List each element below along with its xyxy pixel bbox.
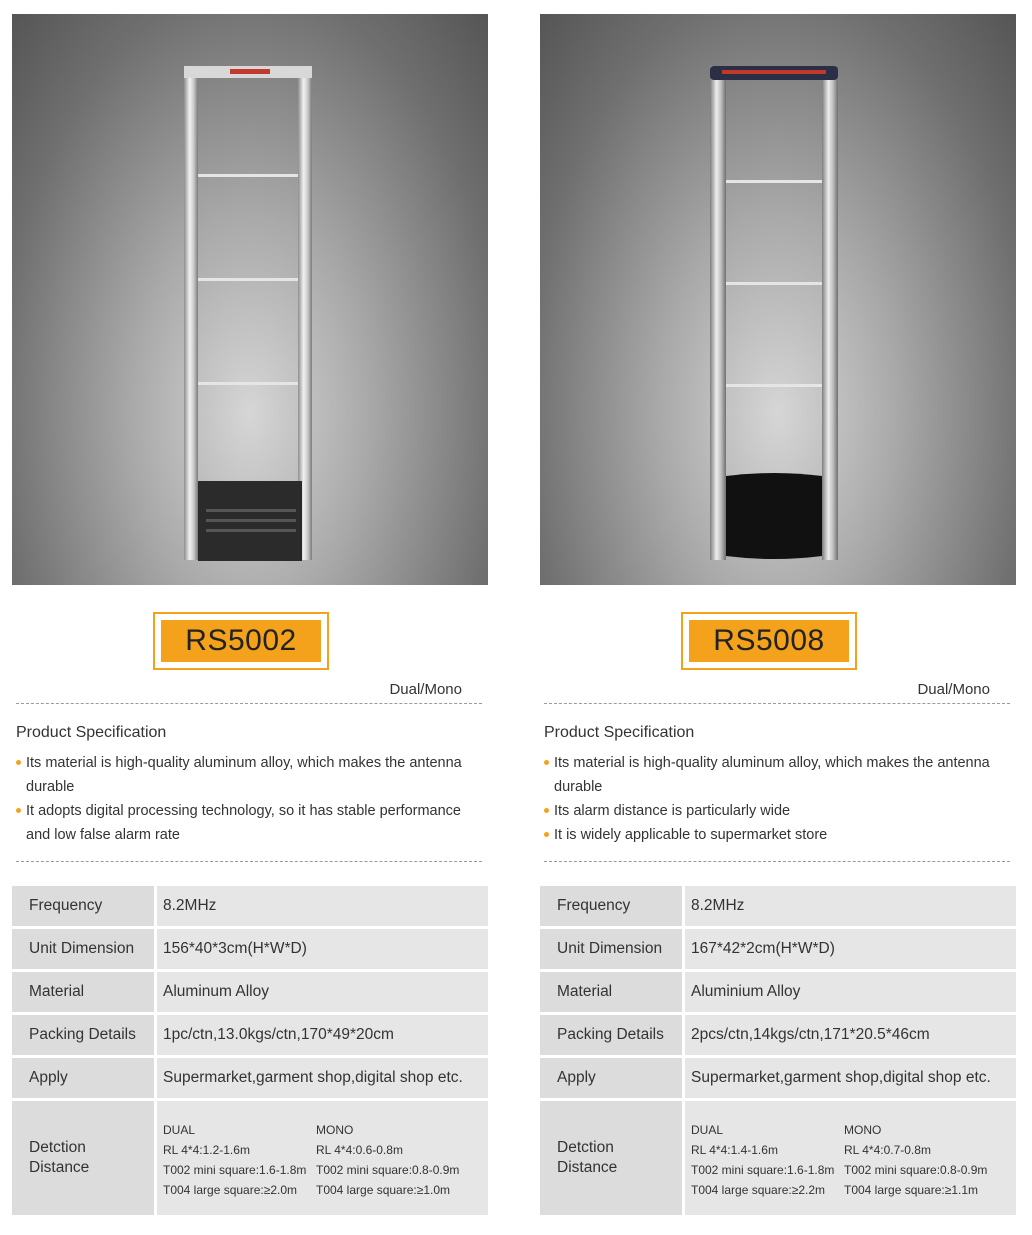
spec-value: 1pc/ctn,13.0kgs/ctn,170*49*20cm: [157, 1015, 488, 1055]
spec-label: Packing Details: [12, 1015, 154, 1055]
table-row: [12, 1058, 488, 1098]
spec-label: Material: [540, 972, 682, 1012]
spec-label: Packing Details: [540, 1015, 682, 1055]
bullet-icon: [544, 808, 549, 813]
antenna-image: [12, 14, 488, 585]
spec-label: Detction Distance: [12, 1101, 154, 1215]
spec-title: Product Specification: [544, 724, 695, 741]
feature-item: It is widely applicable to supermarket store: [544, 823, 1014, 847]
spec-table: [540, 886, 1016, 1218]
table-row: [540, 886, 1016, 926]
spec-table: [12, 886, 488, 1218]
spec-title: Product Specification: [16, 724, 167, 741]
spec-label: Frequency: [540, 886, 682, 926]
table-row: [540, 972, 1016, 1012]
spec-label: Unit Dimension: [540, 929, 682, 969]
bullet-icon: [544, 832, 549, 837]
product-photo-rs5002: [12, 14, 488, 585]
feature-list: [16, 751, 486, 847]
table-row: [12, 972, 488, 1012]
mode-label: Dual/Mono: [389, 681, 462, 698]
table-row: [12, 929, 488, 969]
spec-value: 156*40*3cm(H*W*D): [157, 929, 488, 969]
antenna-image: [540, 14, 1016, 585]
spec-label: Detction Distance: [540, 1101, 682, 1215]
bullet-icon: [16, 808, 21, 813]
spec-value: Aluminium Alloy: [685, 972, 1016, 1012]
table-row: [540, 1058, 1016, 1098]
feature-item: It adopts digital processing technology, so it has stable performance and low false alarm rate: [16, 799, 486, 847]
table-row: [540, 929, 1016, 969]
spec-value: 8.2MHz: [685, 886, 1016, 926]
product-photo-rs5008: [540, 14, 1016, 585]
model-badge: [153, 612, 329, 670]
detection-values: DUAL MONO RL 4*4:1.4-1.6m RL 4*4:0.7-0.8m T002 mini square:1.6-1.8m T002 mini square:0.8-0.9m T004 large square:≥2.2m T004 large square:≥1.1m: [685, 1101, 1016, 1215]
table-row: [12, 886, 488, 926]
bullet-icon: [16, 760, 21, 765]
spec-value: 8.2MHz: [157, 886, 488, 926]
spec-label: Material: [12, 972, 154, 1012]
model-badge: [681, 612, 857, 670]
divider: [16, 703, 482, 704]
table-row: [12, 1015, 488, 1055]
divider: [544, 861, 1010, 862]
divider: [16, 861, 482, 862]
spec-value: Aluminum Alloy: [157, 972, 488, 1012]
feature-list: [544, 751, 1014, 847]
bullet-icon: [544, 760, 549, 765]
feature-item: Its alarm distance is particularly wide: [544, 799, 1014, 823]
spec-value: 167*42*2cm(H*W*D): [685, 929, 1016, 969]
detection-values: DUAL MONO RL 4*4:1.2-1.6m RL 4*4:0.6-0.8m T002 mini square:1.6-1.8m T002 mini square:0.8-0.9m T004 large square:≥2.0m T004 large square:≥1.0m: [157, 1101, 488, 1215]
model-name: RS5002: [161, 620, 321, 662]
mode-label: Dual/Mono: [917, 681, 990, 698]
table-row: [12, 1101, 488, 1215]
table-row: [540, 1101, 1016, 1215]
feature-item: Its material is high-quality aluminum alloy, which makes the antenna durable: [16, 751, 486, 799]
divider: [544, 703, 1010, 704]
spec-label: Unit Dimension: [12, 929, 154, 969]
feature-item: Its material is high-quality aluminum alloy, which makes the antenna durable: [544, 751, 1014, 799]
table-row: [540, 1015, 1016, 1055]
spec-label: Apply: [12, 1058, 154, 1098]
spec-value: Supermarket,garment shop,digital shop etc.: [157, 1058, 488, 1098]
product-rs5002: [12, 0, 492, 1235]
product-rs5008: [540, 0, 1020, 1235]
model-name: RS5008: [689, 620, 849, 662]
spec-value: Supermarket,garment shop,digital shop etc.: [685, 1058, 1016, 1098]
spec-value: 2pcs/ctn,14kgs/ctn,171*20.5*46cm: [685, 1015, 1016, 1055]
spec-label: Frequency: [12, 886, 154, 926]
spec-label: Apply: [540, 1058, 682, 1098]
